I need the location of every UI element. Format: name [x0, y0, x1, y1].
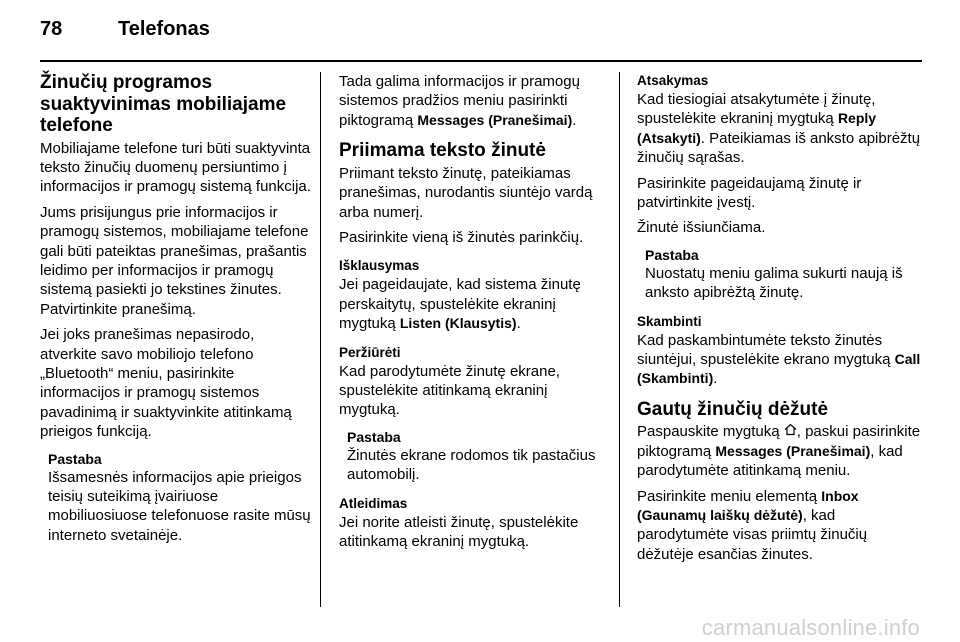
section-heading: Gautų žinučių dėžutė: [637, 398, 829, 420]
subheading: Peržiūrėti: [339, 344, 401, 360]
text: Tada galima informacijos ir pramogų sistemos pradžios meniu pasirinkti piktogramą: [339, 73, 580, 129]
subheading: Atsakymas: [637, 73, 709, 88]
bold-term: Inbox (Gaunamų laiškų dėžutė): [637, 487, 859, 523]
subheading: Atleidimas: [339, 495, 408, 511]
text: Paspauskite mygtuką: [637, 423, 784, 441]
bold-term: Call (Skambinti): [637, 351, 921, 387]
paragraph: Jums prisijungus prie informacijos ir pramogų sistemos, mobiliajame telefone gali būti pateiktas pranešimas, prašantis leidimo per informacijos ir pramogų sistemą pasiekti jo tekstines žinutes. Patvirtinkite pranešimą.: [40, 203, 309, 318]
bold-term: Messages (Pranešimai): [715, 442, 871, 459]
paragraph: Kad parodytumėte žinutę ekrane, spustelėkite atitinkamą ekraninį mygtuką.: [339, 362, 560, 419]
note-block: [48, 450, 312, 546]
column-divider: [619, 72, 620, 607]
page-header: [40, 16, 920, 56]
page-title: Telefonas: [118, 18, 210, 40]
text: Kad tiesiogiai atsakytumėte į žinutę, spustelėkite ekraninį mygtuką: [637, 91, 876, 128]
column-divider: [320, 72, 321, 607]
home-icon: [784, 422, 797, 441]
paragraph: [339, 275, 611, 333]
text: Pasirinkite meniu elementą: [637, 487, 822, 505]
text: .: [713, 370, 718, 388]
text: . Pateikiamas iš anksto apibrėžtų žinučių sąrašas.: [637, 129, 921, 167]
subheading: Skambinti: [637, 313, 702, 329]
note-block: [645, 246, 922, 303]
bold-term: Listen (Klausytis): [399, 315, 517, 332]
paragraph: Pasirinkite pageidaujamą žinutę ir patvirtinkite įvestį.: [637, 174, 862, 212]
paragraph: [637, 331, 922, 389]
paragraph: [637, 487, 922, 565]
paragraph: Pasirinkite vieną iš žinutės parinkčių.: [339, 228, 584, 246]
paragraph: [637, 90, 922, 168]
note-title: Pastaba: [48, 450, 102, 467]
paragraph: Priimant teksto žinutę, pateikiamas pranešimas, nurodantis siuntėjo vardą arba numerį.: [339, 164, 593, 221]
subheading: Išklausymas: [339, 258, 420, 274]
note-text: Nuostatų meniu galima sukurti naują iš anksto apibrėžtą žinutę.: [645, 264, 903, 302]
section-heading: Priimama teksto žinutė: [339, 140, 546, 162]
watermark: carmanualsonline.info: [701, 615, 920, 640]
bold-term: Reply (Atsakyti): [637, 110, 877, 146]
text: , paskui pasirinkite piktogramą: [637, 423, 921, 460]
paragraph: [637, 422, 922, 480]
page-number: 78: [40, 18, 63, 40]
bold-term: Messages (Pranešimai): [417, 111, 573, 128]
note-title: Pastaba: [645, 246, 699, 263]
column-2: [339, 72, 611, 557]
text: .: [572, 111, 577, 129]
note-block: [347, 428, 611, 485]
note-title: Pastaba: [347, 428, 401, 445]
paragraph: [339, 72, 611, 130]
text: , kad parodytumėte atitinkamą meniu.: [637, 442, 903, 480]
paragraph: Mobiliajame telefone turi būti suaktyvinta teksto žinučių duomenų persiuntimo į informacijos ir pramogų sistemą funkcija.: [40, 139, 311, 196]
paragraph: Jei norite atleisti žinutę, spustelėkite atitinkamą ekraninį mygtuką.: [339, 513, 579, 550]
header-divider: [40, 60, 922, 62]
paragraph: Žinutė išsiunčiama.: [637, 219, 766, 237]
paragraph: Jei joks pranešimas nepasirodo, atverkite savo mobiliojo telefono „Bluetooth“ meniu, pasirinkite informacijos ir pramogų sistemos pavadinimą ir suaktyvinkite atitinkamą prieigos funkciją.: [40, 326, 292, 441]
text: , kad parodytumėte visas priimtų žinučių dėžutėje esančias žinutes.: [637, 507, 868, 563]
column-1: [40, 72, 312, 545]
note-text: Žinutės ekrane rodomos tik pastačius automobilį.: [347, 446, 596, 484]
text: .: [516, 315, 521, 333]
text: Jei pageidaujate, kad sistema žinutę perskaitytų, spustelėkite ekraninį mygtuką: [339, 276, 581, 333]
text: Kad paskambintumėte teksto žinutės siuntėjui, spustelėkite ekrano mygtuką: [637, 331, 895, 369]
column-3: [637, 72, 922, 570]
section-heading: Žinučių programos suaktyvinimas mobiliajame telefone: [40, 72, 287, 136]
note-text: Išsamesnės informacijos apie prieigos teisių suteikimą įvairiuose mobiliuosiuose telefonuose rasite mūsų interneto svetainėje.: [48, 468, 311, 544]
